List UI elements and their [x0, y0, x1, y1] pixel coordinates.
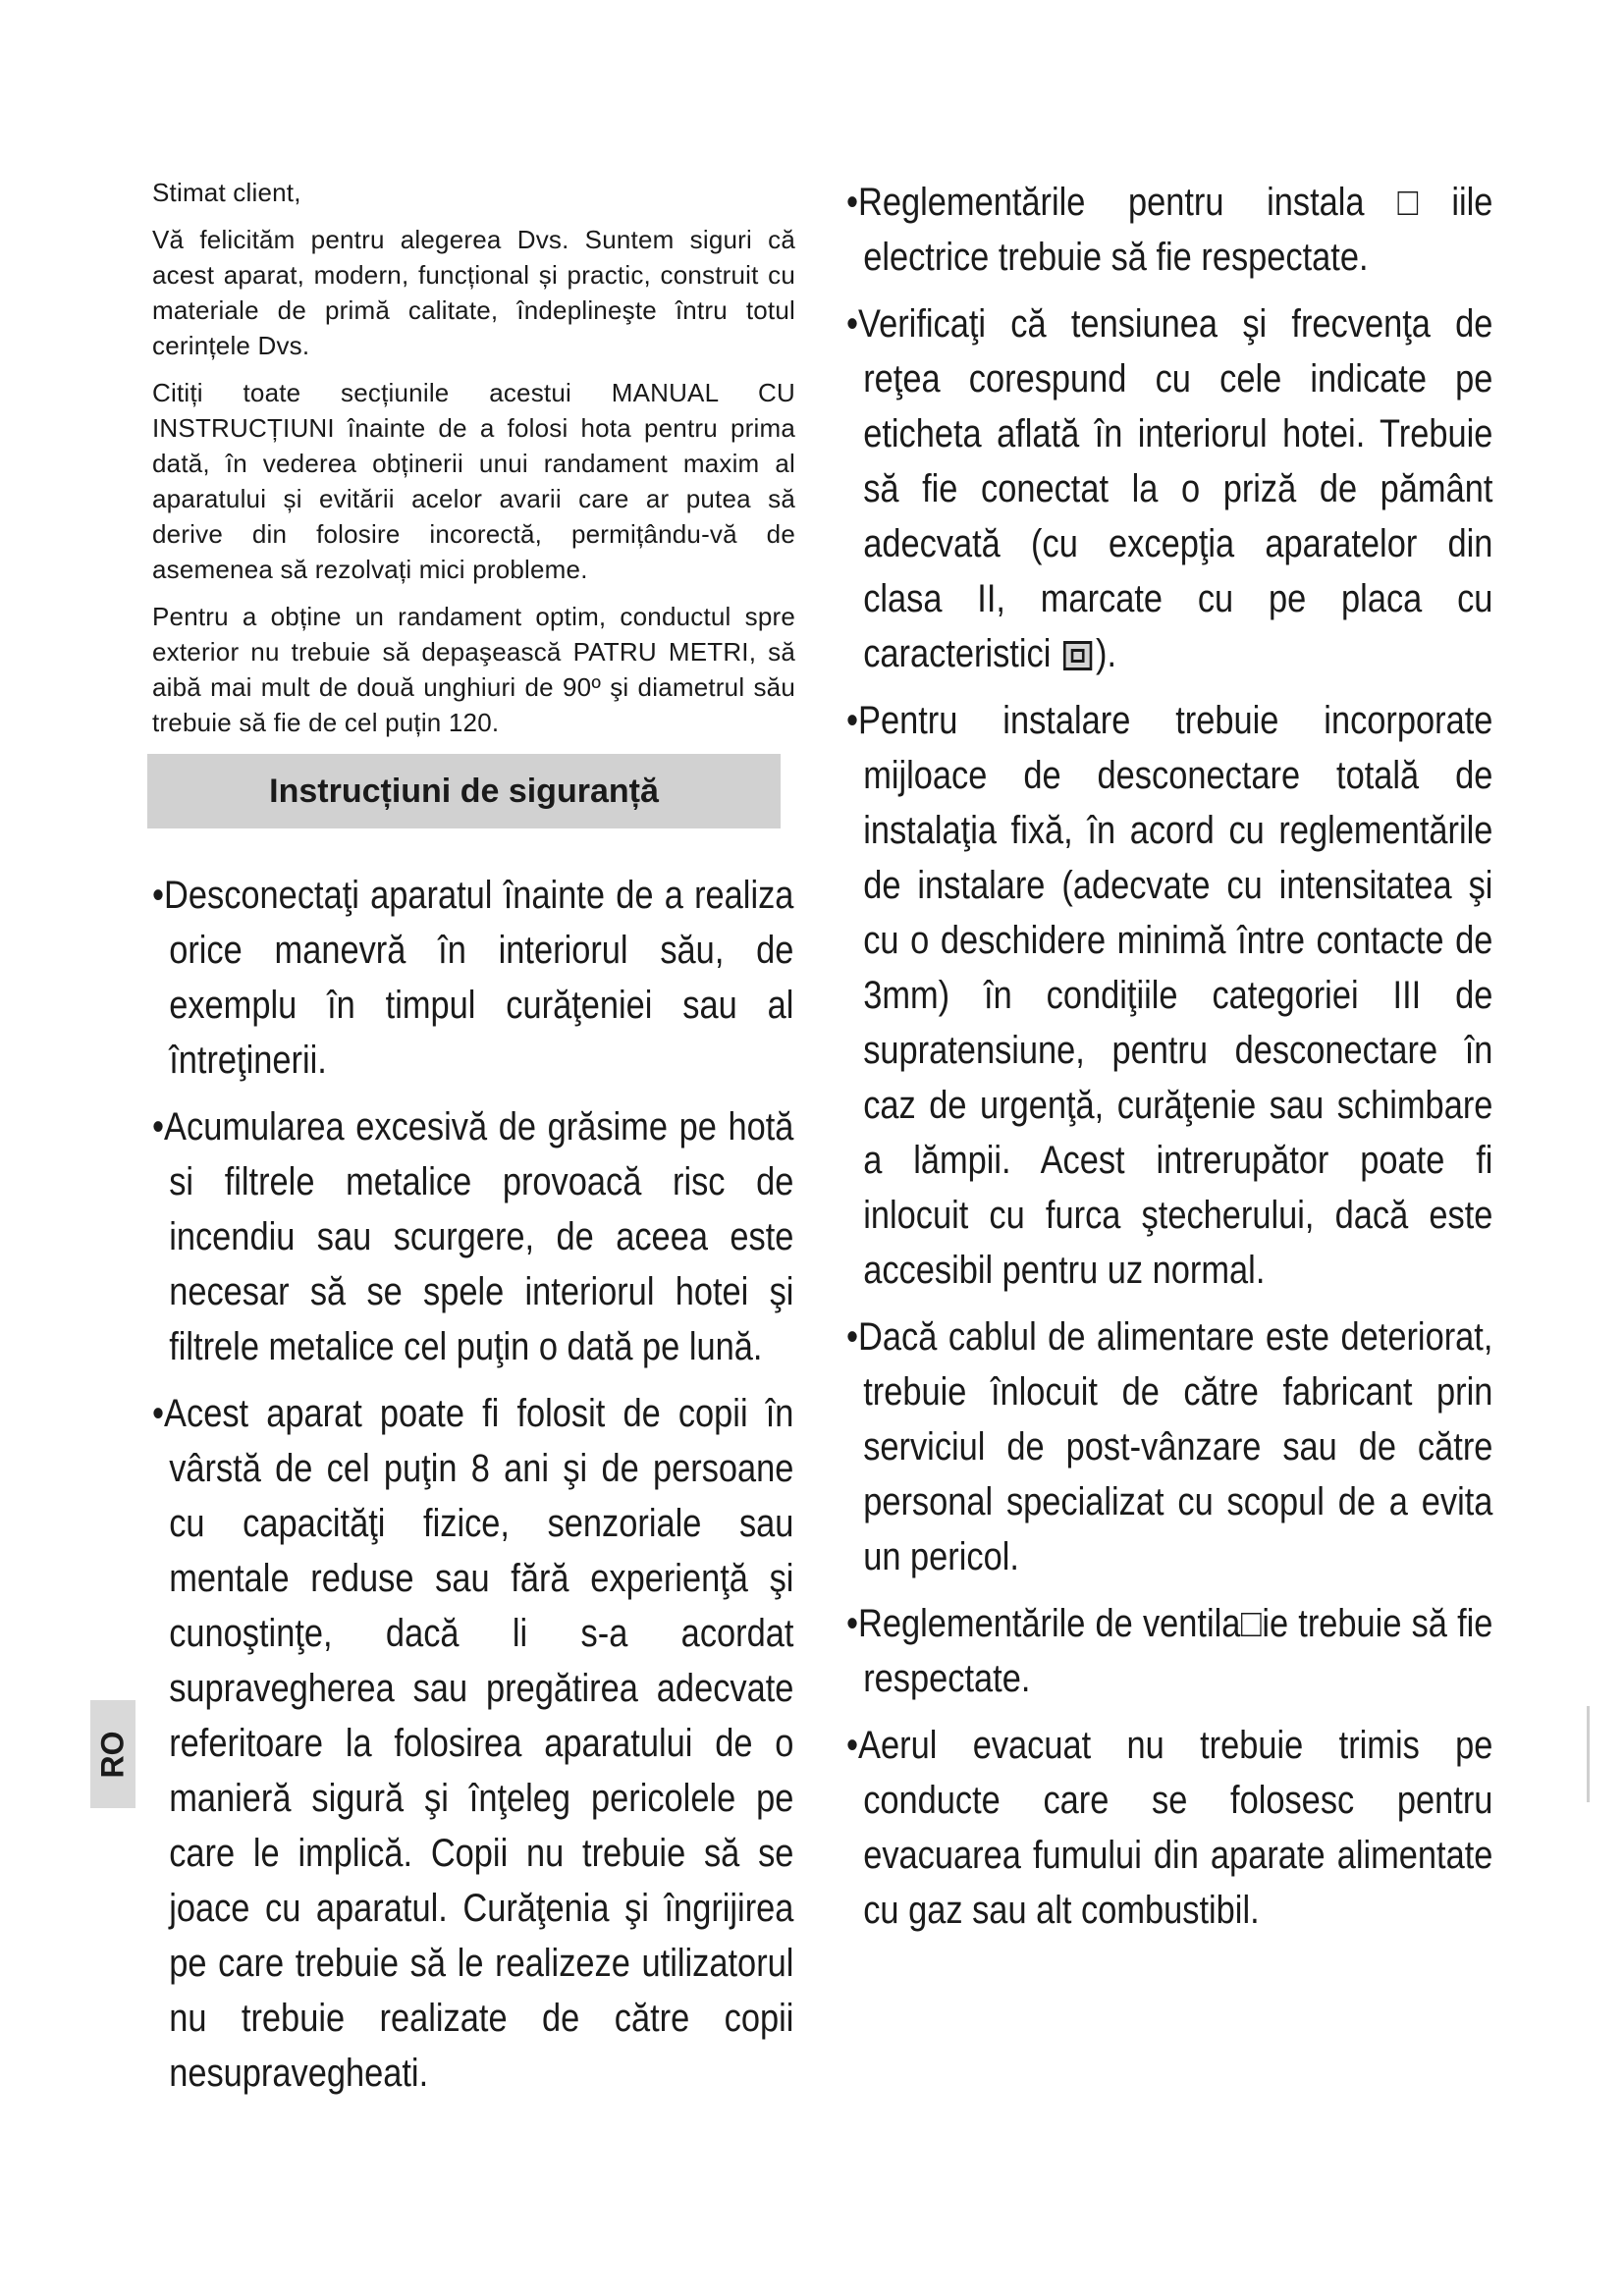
safety-heading [147, 754, 781, 828]
list-item: •Acumularea excesivă de grăsime pe hotă si filtrele metalice provoacă risc de incendiu sau scurgere, de aceea este necesar să se spele interiorul hotei şi filtrele metalice cel puţin o dată pe lună. [152, 1105, 794, 1368]
intro-paragraph-3: Pentru a obține un randament optim, conductul spre exterior nu trebuie să depaşească PATRU METRI, să aibă mai mult de două unghiuri de 90º şi diametrul său trebuie să fie de cel puțin 120. [152, 602, 795, 737]
safety-list-left [152, 868, 795, 2101]
list-item: •Pentru instalare trebuie incorporate mijloace de desconectare totală de instalaţia fixă, în acord cu reglementările de instalare (adecvate cu intensitatea şi cu o deschidere minimă între contacte de 3mm) în condiţiile categoriei III de supratensiune, pentru desconectare în caz de urgenţă, curăţenie sau schimbare a lămpii. Acest intrerupător poate fi inlocuit cu furca ştecherului, dacă este accesibil pentru uz normal. [846, 699, 1493, 1292]
list-item: •Reglementările pentru instala□iile electrice trebuie să fie respectate. [846, 181, 1493, 279]
left-column [152, 175, 795, 2112]
list-item: •Aerul evacuat nu trebuie trimis pe conducte care se folosesc pentru evacuarea fumului din aparate alimentate cu gaz sau alt combustibil. [846, 1724, 1493, 1932]
language-tab [90, 1700, 135, 1808]
intro-paragraph-1: Vă felicităm pentru alegerea Dvs. Suntem siguri că acest aparat, modern, funcțional și practic, construit cu materiale de primă calitate, îndeplineşte întru totul cerințele Dvs. [152, 225, 795, 360]
language-tab-label: RO [94, 1731, 131, 1778]
page-edge-marker [1587, 1706, 1590, 1802]
intro-paragraph-2: Citiți toate secțiunile acestui MANUAL CU INSTRUCȚIUNI înainte de a folosi hota pentru prima dată, în vederea obținerii unui randament maxim al aparatului și evitării acelor avarii care ar putea să derive din folosire incorectă, permițându-vă de asemenea să rezolvați mici probleme. [152, 378, 795, 584]
safety-list-right [846, 175, 1494, 1949]
intro-section [152, 175, 795, 740]
list-item: •Verificaţi că tensiunea şi frecvenţa de reţea corespund cu cele indicate pe eticheta aflată în interiorul hotei. Trebuie să fie conectat la o priză de pământ adecvată (cu excepţia aparatelor din clasa II, marcate cu pe placa cu caracteristici ). [846, 302, 1493, 675]
greeting: Stimat client, [152, 178, 301, 207]
list-item: •Desconectaţi aparatul înainte de a realiza orice manevră în interiorul său, de exemplu în timpul curăţeniei sau al întreţinerii. [152, 874, 794, 1082]
class-ii-icon [1063, 641, 1092, 670]
safety-heading-text: Instrucțiuni de siguranță [269, 772, 659, 810]
list-item: •Dacă cablul de alimentare este deteriorat, trebuie înlocuit de către fabricant prin serviciul de post-vânzare sau de către personal specializat cu scopul de a evita un pericol. [846, 1315, 1493, 1578]
list-item: •Acest aparat poate fi folosit de copii în vârstă de cel puţin 8 ani şi de persoane cu capacităţi fizice, senzoriale sau mentale reduse sau fără experienţă şi cunoştinţe, dacă li s-a acordat supravegherea sau pregătirea adecvate referitoare la folosirea aparatului de o manieră sigură şi înţeleg pericolele pe care le implică. Copii nu trebuie să se joace cu aparatul. Curăţenia şi îngrijirea pe care trebuie să le realizeze utilizatorul nu trebuie realizate de către copii nesupravegheati. [152, 1392, 794, 2095]
list-item: •Reglementările de ventila□ie trebuie să fie respectate. [846, 1602, 1493, 1700]
